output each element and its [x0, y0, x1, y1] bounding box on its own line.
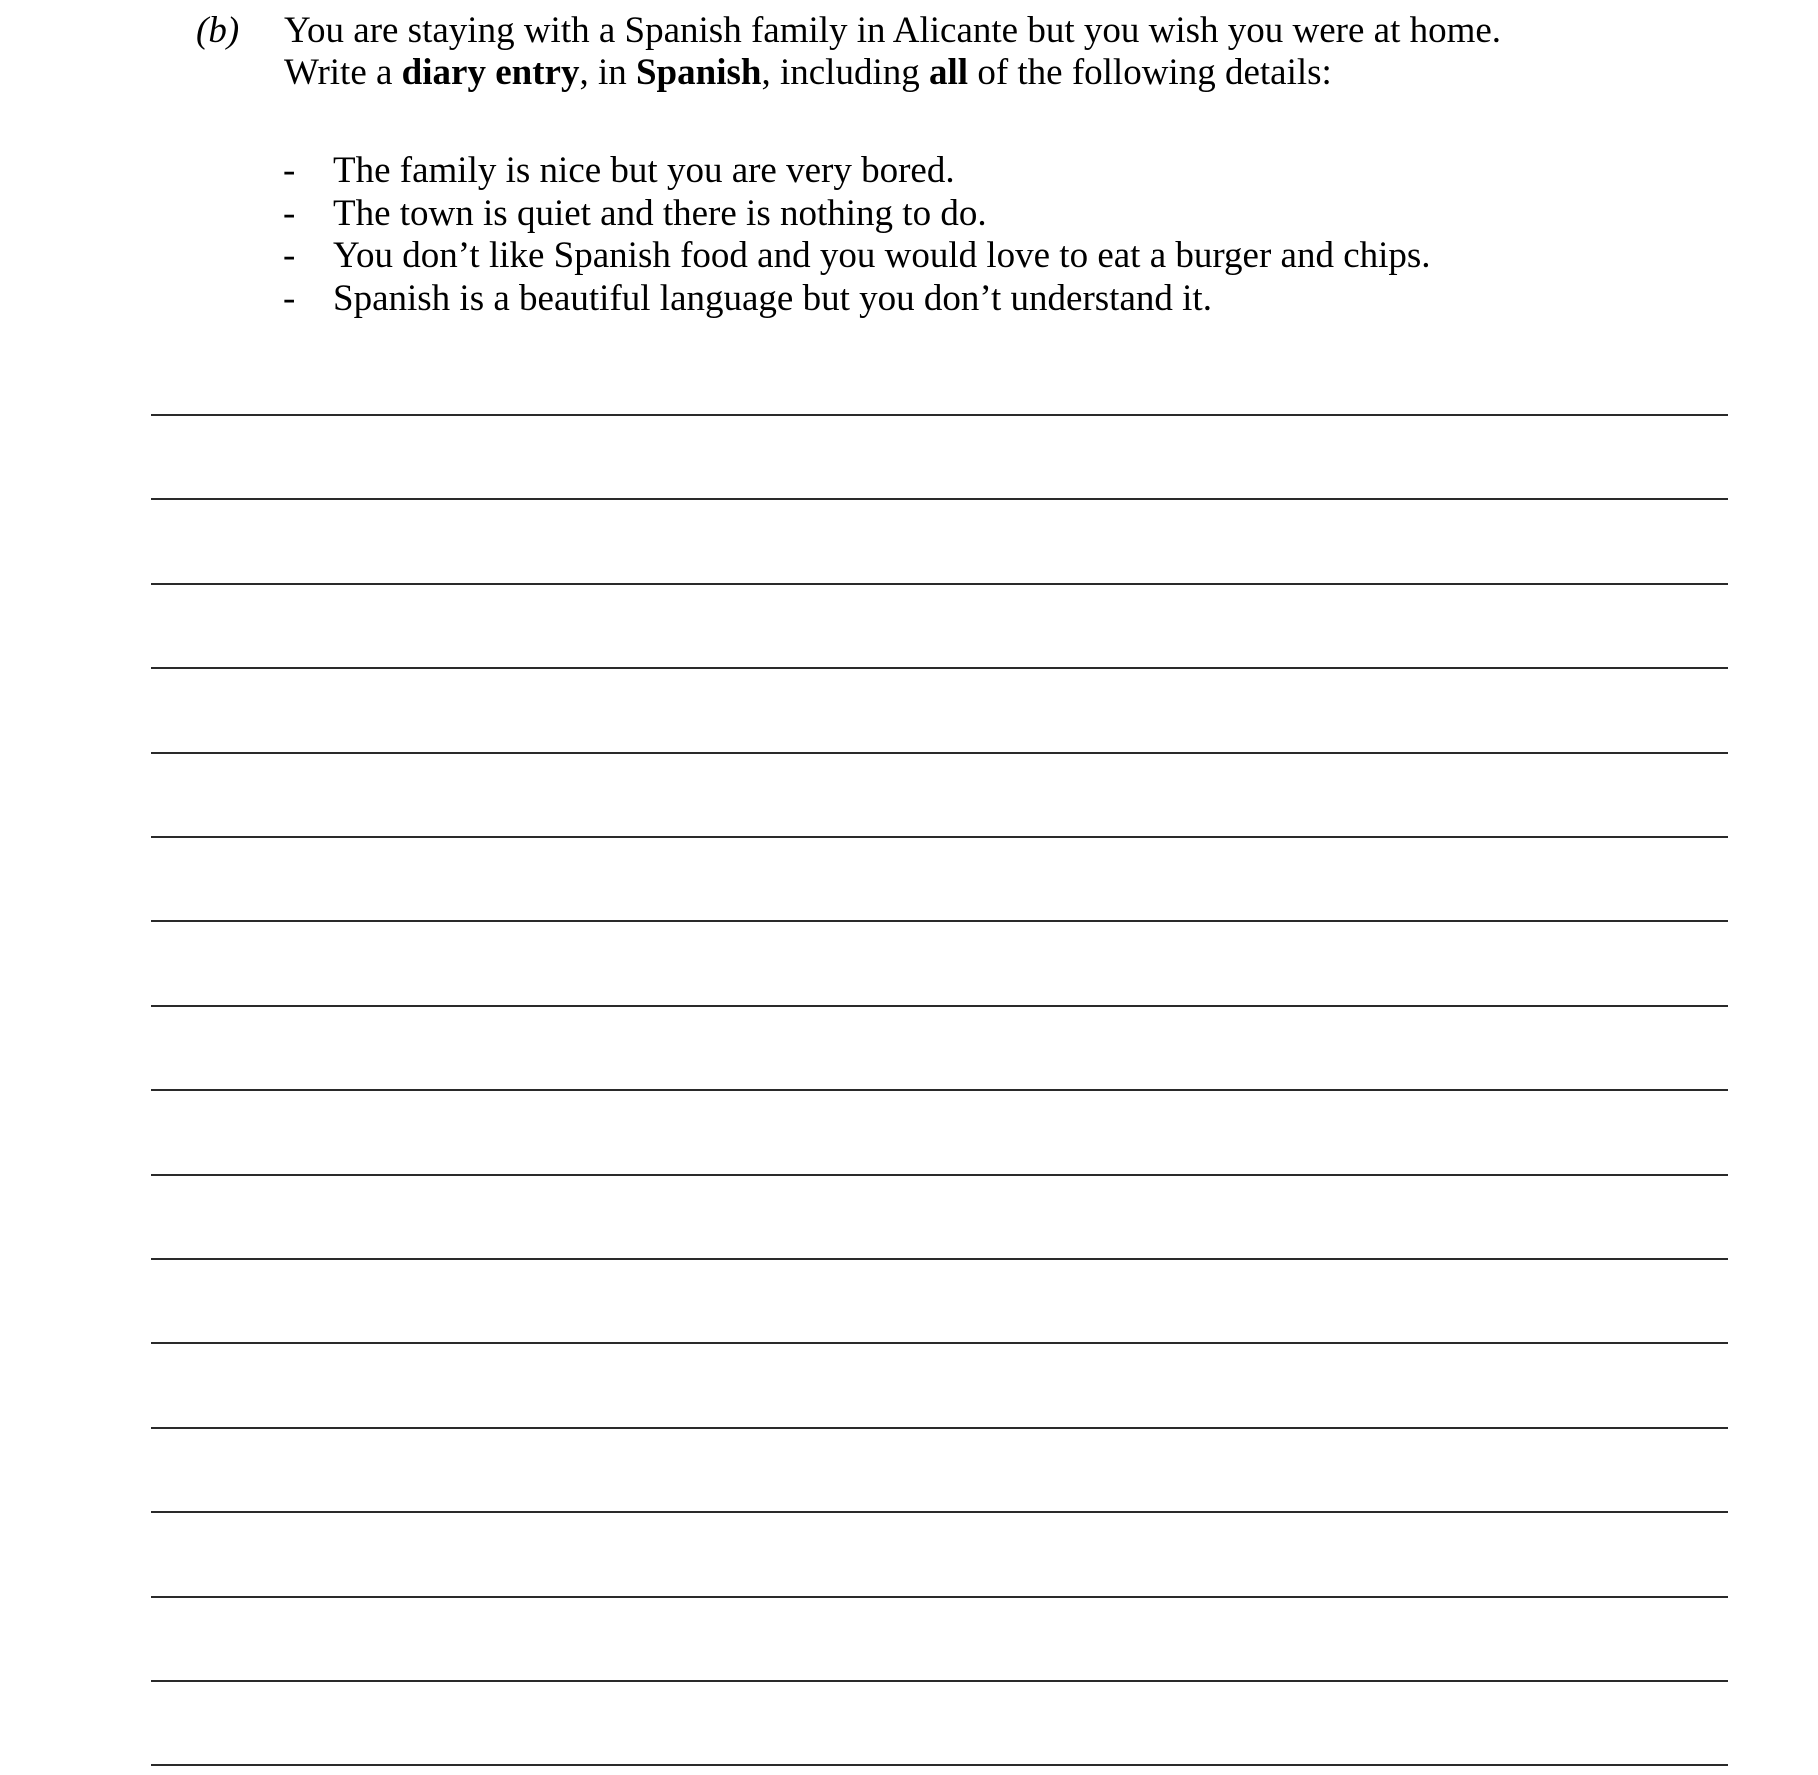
question-line-2-part-1: Write a: [284, 52, 402, 93]
question-line-2: [284, 52, 1501, 94]
answer-line[interactable]: [151, 920, 1728, 922]
question-line-2-part-4: of the following details:: [968, 52, 1332, 93]
detail-item: [283, 278, 1431, 321]
answer-line[interactable]: [151, 1258, 1728, 1260]
answer-line[interactable]: [151, 1511, 1728, 1513]
answer-line[interactable]: [151, 1342, 1728, 1344]
question-line-2-part-2: , in: [579, 52, 636, 93]
dash-bullet: -: [283, 150, 296, 191]
answer-line[interactable]: [151, 1680, 1728, 1682]
details-list: [283, 150, 1431, 320]
question-label: (b): [196, 10, 240, 51]
detail-text: You don’t like Spanish food and you would love to eat a burger and chips.: [333, 235, 1431, 276]
emphasis-diary-entry: diary entry: [401, 52, 580, 93]
answer-line[interactable]: [151, 752, 1728, 754]
answer-line[interactable]: [151, 1596, 1728, 1598]
detail-item: [283, 150, 1431, 193]
detail-text: The town is quiet and there is nothing to do.: [333, 192, 987, 234]
answer-line[interactable]: [151, 836, 1728, 838]
detail-text: Spanish is a beautiful language but you don’t understand it.: [333, 277, 1212, 319]
dash-bullet: -: [283, 277, 296, 319]
question-line-1: You are staying with a Spanish family in Alicante but you wish you were at home.: [284, 10, 1502, 51]
answer-line[interactable]: [151, 1764, 1728, 1766]
dash-bullet: -: [283, 192, 296, 234]
answer-line[interactable]: [151, 414, 1728, 416]
answer-line[interactable]: [151, 667, 1728, 669]
answer-line[interactable]: [151, 1089, 1728, 1091]
emphasis-all: all: [929, 52, 969, 93]
detail-text: The family is nice but you are very bored.: [333, 150, 955, 191]
answer-line[interactable]: [151, 1005, 1728, 1007]
answer-line[interactable]: [151, 583, 1728, 585]
answer-line[interactable]: [151, 498, 1728, 500]
answer-line[interactable]: [151, 1427, 1728, 1429]
question-text: [284, 10, 1501, 94]
question-line-2-part-3: , including: [761, 52, 929, 93]
detail-item: [283, 193, 1431, 236]
detail-item: [283, 235, 1431, 278]
answer-line[interactable]: [151, 1174, 1728, 1176]
emphasis-spanish: Spanish: [635, 52, 762, 93]
dash-bullet: -: [283, 235, 296, 276]
